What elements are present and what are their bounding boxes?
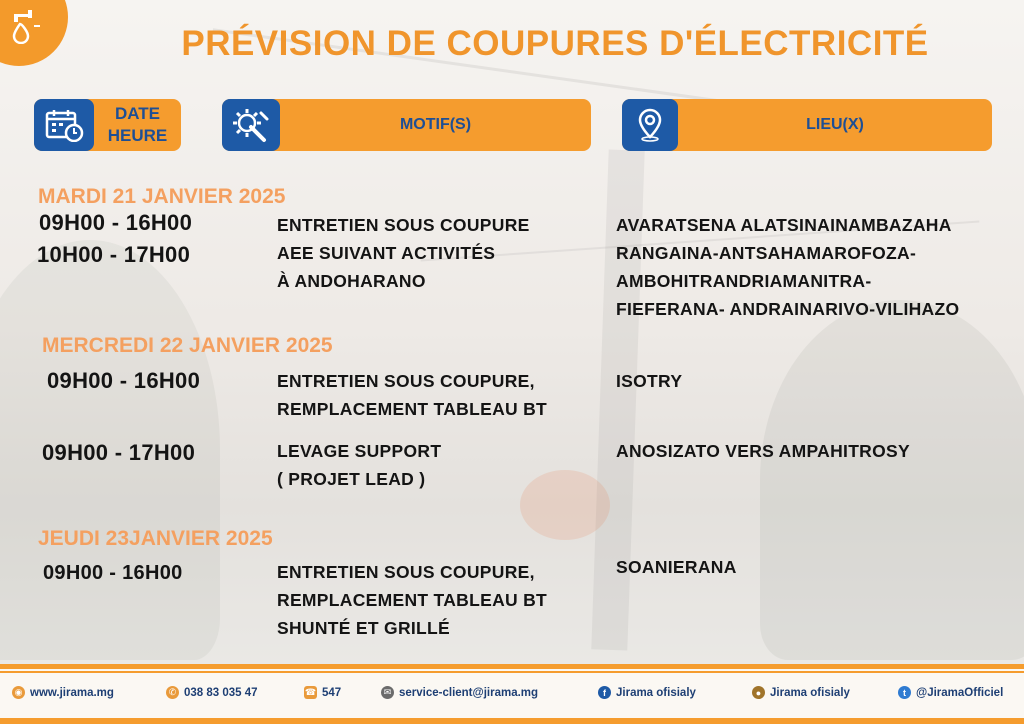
footer-phone-text: 038 83 035 47	[184, 686, 258, 699]
header-motif-label: MOTIF(S)	[399, 116, 472, 133]
lieu-line: ANOSIZATO VERS AMPAHITROSY	[616, 441, 910, 461]
page-title: PRÉVISION DE COUPURES D'ÉLECTRICITÉ	[181, 24, 929, 63]
lieu-line: RANGAINA-ANTSAHAMAROFOZA-	[616, 243, 917, 263]
motif-line: ENTRETIEN SOUS COUPURE,	[277, 371, 535, 391]
footer-stripe	[0, 718, 1024, 724]
day-label: MARDI 21 JANVIER 2025	[38, 185, 286, 208]
header-date-line1: DATE	[114, 104, 160, 123]
lieu-line: AMBOHITRANDRIAMANITRA-	[616, 271, 872, 291]
footer-email[interactable]	[381, 686, 538, 699]
motif-cell	[277, 367, 547, 423]
lieu-cell	[616, 437, 910, 465]
footer-website[interactable]	[12, 686, 114, 699]
header-date-label	[94, 103, 181, 147]
lieu-cell	[616, 553, 737, 581]
lieu-line: ISOTRY	[616, 371, 683, 391]
motif-line: REMPLACEMENT TABLEAU BT	[277, 590, 548, 610]
header-date-line2: HEURE	[107, 126, 168, 145]
motif-line: ( PROJET LEAD )	[277, 469, 426, 489]
motif-line: AEE SUIVANT ACTIVITÉS	[277, 243, 496, 263]
footer-short-number-text: 547	[322, 686, 342, 699]
day-label: MERCREDI 22 JANVIER 2025	[42, 334, 333, 357]
motif-line: SHUNTÉ ET GRILLÉ	[277, 618, 450, 638]
lieu-line: FIEFERANA- ANDRAINARIVO-VILIHAZO	[616, 299, 960, 319]
motif-line: REMPLACEMENT TABLEAU BT	[277, 399, 548, 419]
header-lieu	[622, 99, 992, 151]
call-center-icon: ☎	[304, 687, 317, 697]
lieu-cell	[616, 367, 682, 395]
gear-wrench-icon	[222, 99, 280, 151]
day-label: JEUDI 23JANVIER 2025	[38, 527, 273, 550]
lieu-line: AVARATSENA ALATSINAINAMBAZAHA	[616, 215, 952, 235]
time-slot: 10H00 - 17H00	[37, 242, 191, 267]
footer-stripe	[0, 664, 1024, 669]
header-date-heure	[34, 99, 181, 151]
motif-line: ENTRETIEN SOUS COUPURE,	[277, 562, 535, 582]
time-slot: 09H00 - 16H00	[43, 562, 183, 584]
motif-line: ENTRETIEN SOUS COUPURE	[277, 215, 530, 235]
time-slot: 09H00 - 16H00	[39, 210, 193, 235]
footer-facebook[interactable]	[598, 686, 696, 699]
footer	[0, 664, 1024, 724]
lieu-line: SOANIERANA	[616, 557, 737, 577]
calendar-clock-icon	[34, 99, 94, 151]
footer-twitter[interactable]	[898, 686, 1003, 699]
footer-other-social[interactable]	[752, 686, 850, 699]
motif-line: LEVAGE SUPPORT	[277, 441, 442, 461]
lieu-cell	[616, 211, 959, 323]
footer-phone[interactable]	[166, 686, 258, 699]
motif-cell	[277, 558, 547, 642]
phone-icon: ✆	[166, 686, 179, 699]
facebook-icon: f	[598, 686, 611, 699]
header-motif	[222, 99, 591, 151]
footer-facebook-text: Jirama ofisialy	[616, 686, 696, 699]
footer-stripe	[0, 671, 1024, 673]
motif-cell	[277, 437, 441, 493]
background-tree	[760, 300, 1024, 660]
headset-icon: ✉	[381, 686, 394, 699]
background-worker	[520, 470, 610, 540]
time-slot: 09H00 - 16H00	[47, 368, 201, 393]
twitter-icon: t	[898, 686, 911, 699]
map-pin-icon	[622, 99, 678, 151]
motif-line: À ANDOHARANO	[277, 271, 426, 291]
header-lieu-label: LIEU(X)	[806, 116, 864, 133]
social-icon: ●	[752, 686, 765, 699]
footer-short-number[interactable]	[304, 686, 341, 699]
globe-icon: ◉	[12, 686, 25, 699]
footer-other-social-text: Jirama ofisialy	[770, 686, 850, 699]
time-slot: 09H00 - 17H00	[42, 440, 196, 465]
motif-cell	[277, 211, 530, 295]
footer-email-text: service-client@jirama.mg	[399, 686, 539, 699]
footer-website-text: www.jirama.mg	[30, 686, 114, 699]
footer-twitter-text: @JiramaOfficiel	[916, 686, 1004, 699]
